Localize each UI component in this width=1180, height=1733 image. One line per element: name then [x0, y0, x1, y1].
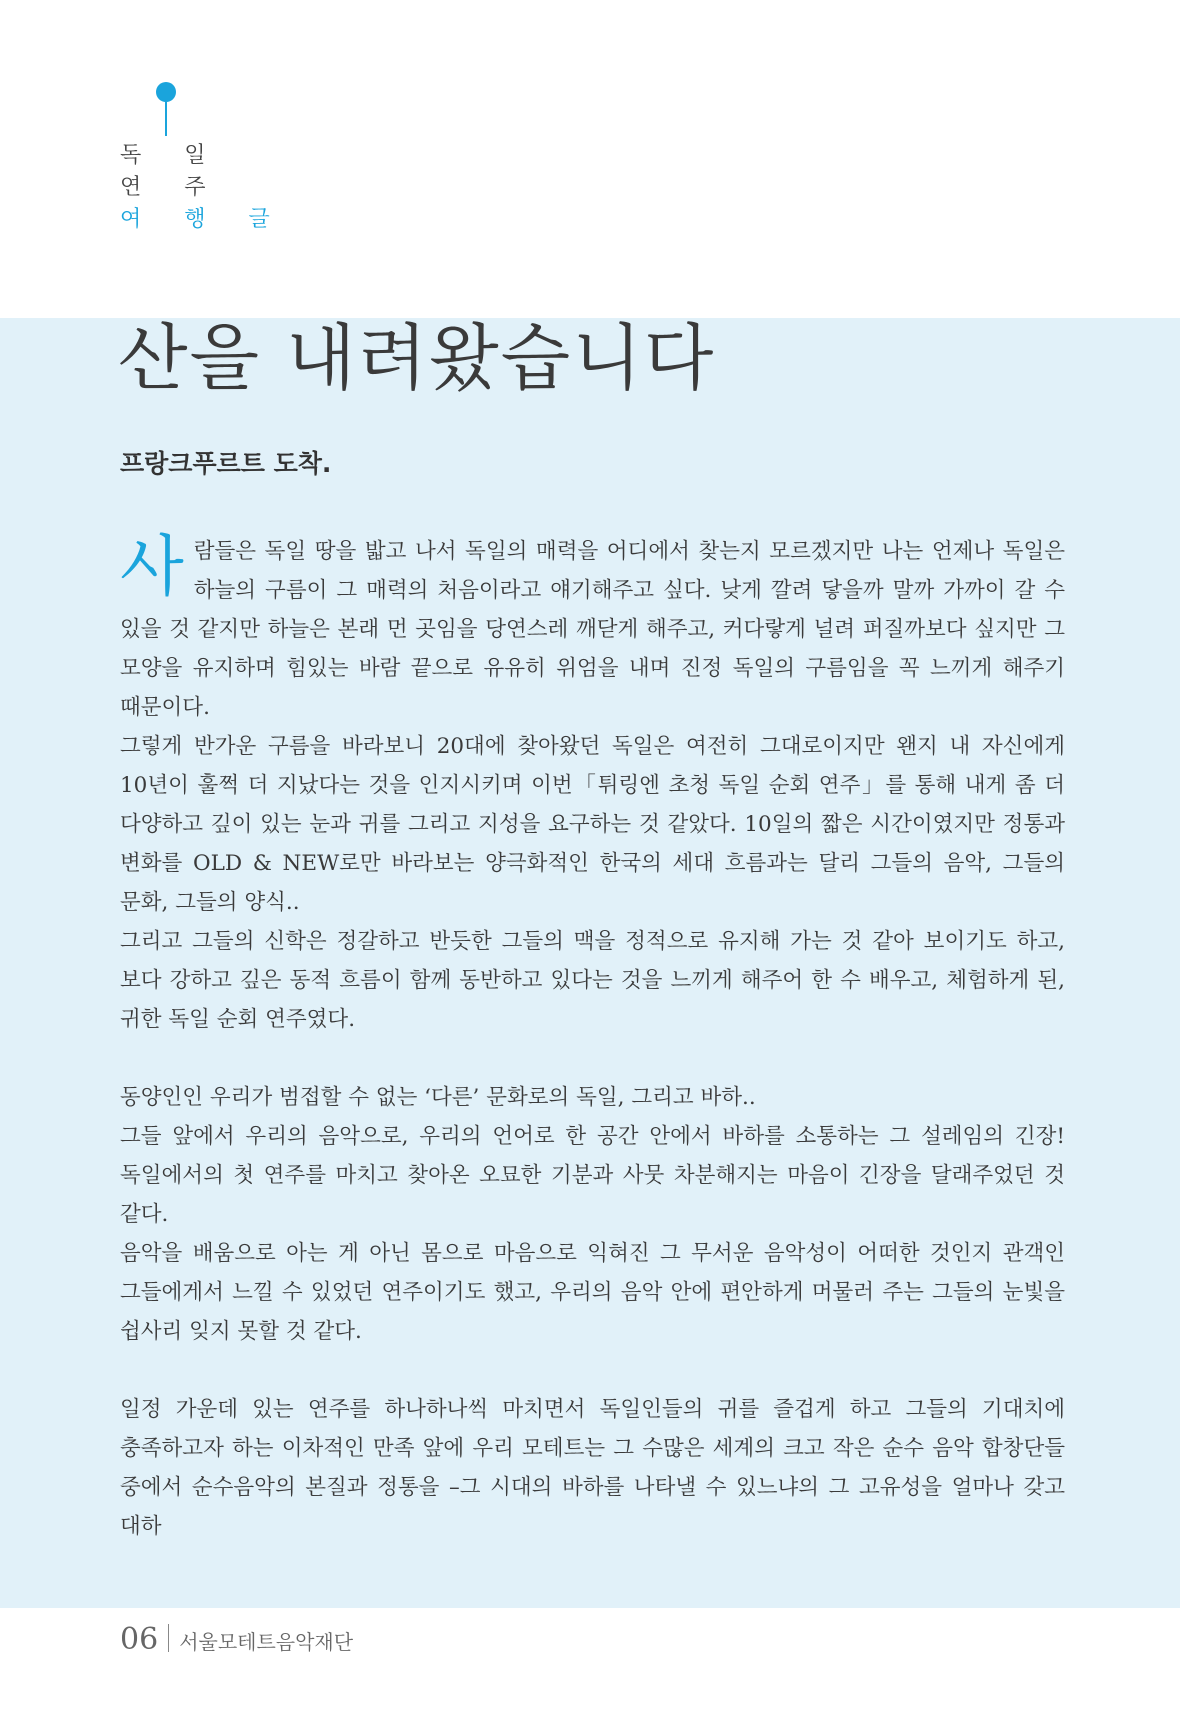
- paragraph-6: 음악을 배움으로 아는 게 아닌 몸으로 마음으로 익혀진 그 무서운 음악성이 어떠한 것인지 관객인 그들에게서 느낄 수 있었던 연주이기도 했고, 우리의 음악 안에 편안하게 머물러 주는 그들의 눈빛을 쉽사리 잊지 못할 것 같다.: [120, 1241, 1065, 1344]
- paragraph-4: 동양인인 우리가 범접할 수 없는 ‘다른’ 문화로의 독일, 그리고 바하..: [120, 1085, 756, 1110]
- footer-organization: 서울모테트음악재단: [179, 1630, 354, 1654]
- page-footer: [120, 1622, 353, 1657]
- section-label-line1: 독 일: [120, 143, 224, 168]
- paragraph-3: 그리고 그들의 신학은 정갈하고 반듯한 그들의 맥을 정적으로 유지해 가는 것 같아 보이기도 하고, 보다 강하고 깊은 동적 흐름이 함께 동반하고 있다는 것을 느끼게 해주어 한 수 배우고, 체험하게 된, 귀한 독일 순회 연주였다.: [120, 929, 1065, 1032]
- section-marker-line: [165, 100, 167, 136]
- section-label-line2: 연 주: [120, 175, 224, 200]
- paragraph-1: [120, 528, 1065, 727]
- paragraph-1-text: 람들은 독일 땅을 밟고 나서 독일의 매력을 어디에서 찾는지 모르겠지만 나는 언제나 독일은 하늘의 구름이 그 매력의 처음이라고 얘기해주고 싶다. 낮게 깔려 닿을까 말까 가까이 갈 수 있을 것 같지만 하늘은 본래 먼 곳임을 당연스레 깨닫게 해주고, 커다랗게 널려 퍼질까보다 싶지만 그 모양을 유지하며 힘있는 바람 끝으로 유유히 위엄을 내며 진정 독일의 구름임을 꼭 느끼게 해주기 때문이다.: [120, 539, 1065, 720]
- paragraph-2: 그렇게 반가운 구름을 바라보니 20대에 찾아왔던 독일은 여전히 그대로이지만 왠지 내 자신에게 10년이 훌쩍 더 지났다는 것을 인지시키며 이번「튀링엔 초청 독일 순회 연주」를 통해 내게 좀 더 다양하고 깊이 있는 눈과 귀를 그리고 지성을 요구하는 것 같았다. 10일의 짧은 시간이였지만 정통과 변화를 OLD & NEW로만 바라보는 양극화적인 한국의 세대 흐름과는 달리 그들의 음악, 그들의 문화, 그들의 양식..: [120, 734, 1065, 915]
- paragraph-7: 일정 가운데 있는 연주를 하나하나씩 마치면서 독일인들의 귀를 즐겁게 하고 그들의 기대치에 충족하고자 하는 이차적인 만족 앞에 우리 모테트는 그 수많은 세계의 크고 작은 순수 음악 합창단들 중에서 순수음악의 본질과 정통을 –그 시대의 바하를 나타낼 수 있느냐의 그 고유성을 얼마나 갖고 대하: [120, 1397, 1065, 1539]
- section-label: [120, 140, 288, 236]
- article-title: 산을 내려왔습니다: [118, 316, 716, 400]
- section-marker-dot: [156, 82, 176, 102]
- article-body: [120, 528, 1065, 1546]
- section-label-line3: 여 행 글: [120, 207, 288, 232]
- drop-cap: 사: [120, 528, 184, 605]
- paragraph-5: 그들 앞에서 우리의 음악으로, 우리의 언어로 한 공간 안에서 바하를 소통하는 그 설레임의 긴장! 독일에서의 첫 연주를 마치고 찾아온 오묘한 기분과 사뭇 차분해지는 마음이 긴장을 달래주었던 것 같다.: [120, 1124, 1065, 1227]
- footer-divider: [168, 1624, 169, 1652]
- article-subtitle: 프랑크푸르트 도착.: [120, 449, 332, 478]
- page-number: 06: [120, 1622, 159, 1657]
